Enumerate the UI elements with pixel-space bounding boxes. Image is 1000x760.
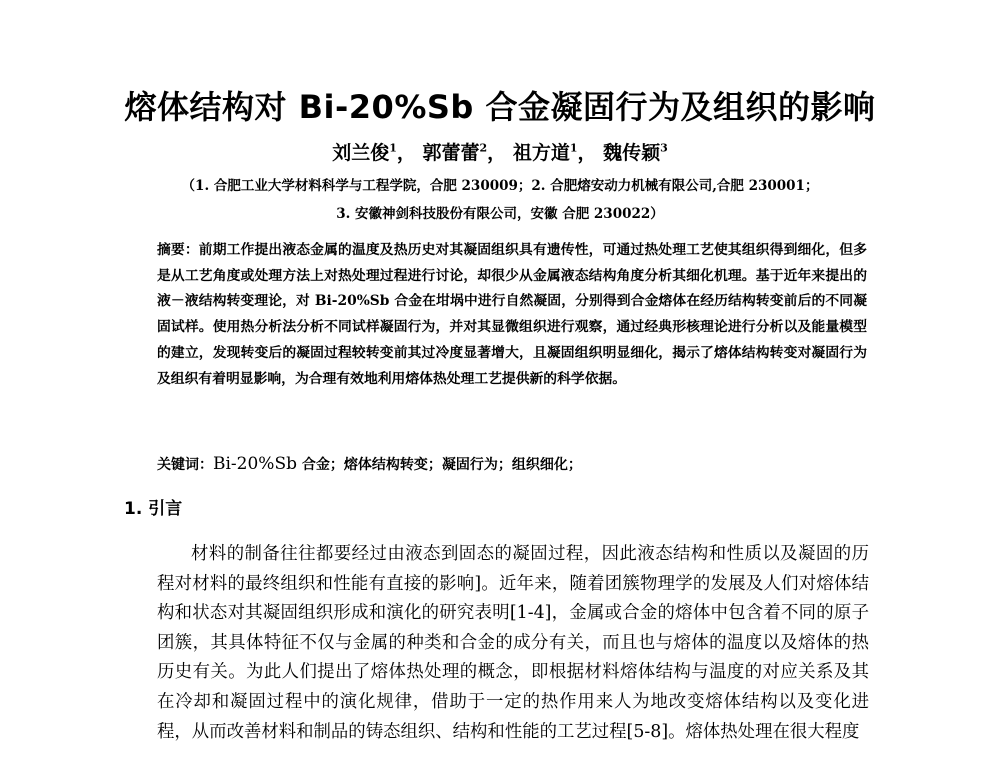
author-name: 魏传颖 — [603, 142, 661, 164]
author-name: 郭蕾蕾 — [422, 142, 480, 164]
keywords-alloy: Bi-20%Sb — [213, 454, 297, 474]
author-separator: ， — [487, 142, 507, 164]
affiliation-mark: 1 — [569, 141, 578, 155]
abstract — [157, 238, 867, 392]
affiliation-mark: 1 — [389, 141, 397, 155]
affiliation-mark: 2 — [479, 141, 488, 155]
author-separator: ， — [396, 142, 416, 164]
section-heading-introduction: 1. 引言 — [124, 499, 183, 519]
author-name: 刘兰俊 — [332, 142, 390, 164]
abstract-label: 摘要： — [157, 242, 199, 258]
author-separator: ， — [577, 142, 597, 164]
author-list — [0, 138, 1000, 165]
affiliation-line-1: （1. 合肥工业大学材料科学与工程学院，合肥 230009；2. 合肥熔安动力机械有限公司,合肥 230001； — [181, 178, 819, 194]
abstract-text: 前期工作提出液态金属的温度及热历史对其凝固组织具有遗传性，可通过热处理工艺使其组织得到细化，但多是从工艺角度或处理方法上对热处理过程进行讨论，却很少从金属液态结构角度分析其细化机理。基于近年来提出的液－液结构转变理论，对 Bi-20%Sb 合金在坩埚中进行自然凝固，分别得到合金熔体在经历结构转变前后的不同凝固试样。使用热分析法分析不同试样凝固行为，并对其显微组织进行观察，通过经典形核理论进行分析以及能量模型的建立，发现转变后的凝固过程较转变前其过冷度显著增大，且凝固组织明显细化，揭示了熔体结构转变对凝固行为及组织有着明显影响，为合理有效地利用熔体热处理工艺提供新的科学依据。 — [157, 242, 868, 387]
paper-title: 熔体结构对 Bi-20%Sb 合金凝固行为及组织的影响 — [124, 88, 876, 126]
affiliation-mark: 3 — [660, 141, 668, 155]
author-name: 祖方道 — [512, 142, 570, 164]
keywords-label: 关键词： — [157, 457, 213, 473]
introduction-paragraph: 材料的制备往往都要经过由液态到固态的凝固过程，因此液态结构和性质以及凝固的历程对材料的最终组织和性能有直接的影响]。近年来，随着团簇物理学的发展及人们对熔体结构和状态对其凝固组织形成和演化的研究表明[1-4]，金属或合金的熔体中包含着不同的原子团簇，其具体特征不仅与金属的种类和合金的成分有关，而且也与熔体的温度以及熔体的热历史有关。为此人们提出了熔体热处理的概念，即根据材料熔体结构与温度的对应关系及其在冷却和凝固过程中的演化规律，借助于一定的热作用来人为地改变熔体结构以及变化进程，从而改善材料和制品的铸态组织、结构和性能的工艺过程[5-8]。熔体热处理在很大程度 — [157, 544, 869, 742]
keywords — [157, 454, 867, 474]
keywords-rest: 合金；熔体结构转变；凝固行为；组织细化； — [297, 457, 582, 473]
affiliation-line-2: 3. 安徽神剑科技股份有限公司，安徽 合肥 230022） — [336, 206, 664, 222]
